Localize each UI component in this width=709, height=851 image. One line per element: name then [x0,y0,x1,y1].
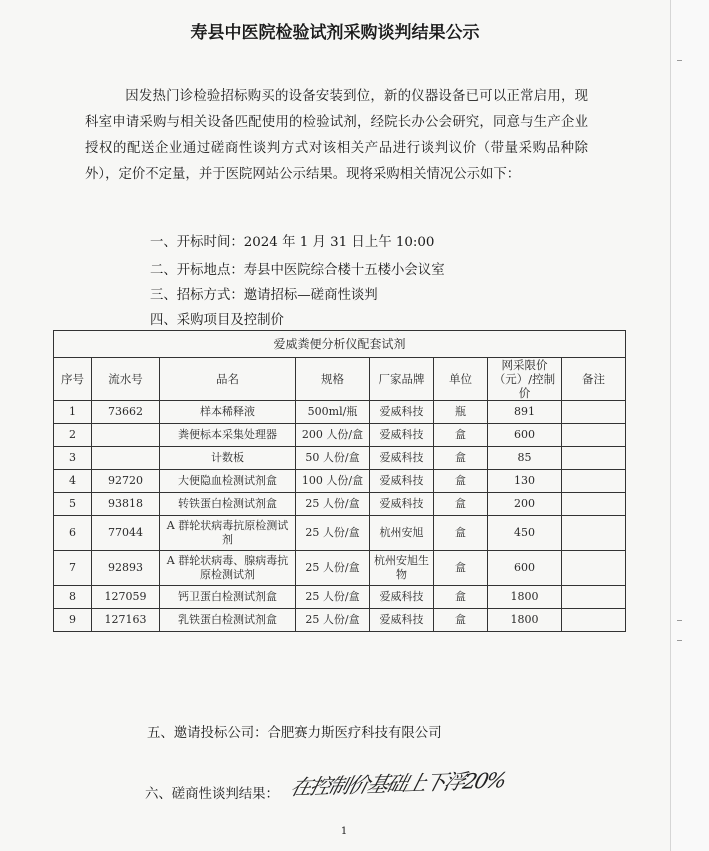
cell-serial: 92893 [92,551,160,586]
cell-brand: 杭州安旭生物 [370,551,434,586]
cell-no: 8 [54,586,92,609]
cell-remark [562,609,626,632]
page-number: 1 [340,826,348,837]
cell-remark [562,551,626,586]
table-row [54,493,626,516]
item-opening-time: 一、开标时间：2024 年 1 月 31 日上午 10:00 [150,235,435,250]
cell-unit: 盒 [434,516,488,551]
cell-spec: 25 人份/盒 [296,586,370,609]
cell-remark [562,493,626,516]
cell-price: 600 [488,551,562,586]
header-no: 序号 [54,358,92,401]
cell-serial: 127059 [92,586,160,609]
cell-spec: 25 人份/盒 [296,551,370,586]
table-row [54,424,626,447]
procurement-table [53,330,626,632]
cell-serial [92,447,160,470]
cell-unit: 瓶 [434,401,488,424]
cell-serial: 77044 [92,516,160,551]
cell-unit: 盒 [434,493,488,516]
table-caption: 爱威粪便分析仪配套试剂 [54,331,626,358]
header-spec: 规格 [296,358,370,401]
cell-brand: 爱威科技 [370,447,434,470]
cell-price: 450 [488,516,562,551]
edge-mark [677,620,682,621]
header-brand: 厂家品牌 [370,358,434,401]
cell-spec: 25 人份/盒 [296,516,370,551]
table-row [54,516,626,551]
cell-unit: 盒 [434,447,488,470]
cell-brand: 爱威科技 [370,586,434,609]
cell-remark [562,447,626,470]
adjacent-page-edge [670,0,709,851]
cell-spec: 100 人份/盒 [296,470,370,493]
cell-price: 85 [488,447,562,470]
cell-remark [562,401,626,424]
cell-name: A 群轮状病毒、腺病毒抗原检测试剂 [160,551,296,586]
item-opening-place: 二、开标地点：寿县中医院综合楼十五楼小会议室 [150,263,445,278]
header-serial: 流水号 [92,358,160,401]
cell-brand: 爱威科技 [370,401,434,424]
cell-unit: 盒 [434,609,488,632]
cell-name: 钙卫蛋白检测试剂盒 [160,586,296,609]
handwritten-signature: 在控制价基础上下浮20% [287,768,508,800]
cell-serial: 127163 [92,609,160,632]
cell-unit: 盒 [434,586,488,609]
cell-name: 转铁蛋白检测试剂盒 [160,493,296,516]
cell-price: 1800 [488,609,562,632]
edge-mark [677,60,682,61]
cell-brand: 爱威科技 [370,609,434,632]
cell-brand: 爱威科技 [370,493,434,516]
cell-brand: 杭州安旭 [370,516,434,551]
cell-brand: 爱威科技 [370,424,434,447]
edge-mark [677,640,682,641]
item-bid-method: 三、招标方式：邀请招标—磋商性谈判 [150,288,378,303]
cell-spec: 200 人份/盒 [296,424,370,447]
table-row [54,447,626,470]
table-header-row [54,358,626,401]
cell-serial: 92720 [92,470,160,493]
cell-brand: 爱威科技 [370,470,434,493]
cell-spec: 25 人份/盒 [296,609,370,632]
cell-serial: 93818 [92,493,160,516]
header-price: 网采限价（元）/控制价 [488,358,562,401]
cell-serial: 73662 [92,401,160,424]
cell-name: A 群轮状病毒抗原检测试剂 [160,516,296,551]
cell-name: 大便隐血检测试剂盒 [160,470,296,493]
cell-spec: 500ml/瓶 [296,401,370,424]
cell-name: 计数板 [160,447,296,470]
cell-unit: 盒 [434,551,488,586]
cell-no: 2 [54,424,92,447]
header-name: 品名 [160,358,296,401]
cell-no: 6 [54,516,92,551]
cell-serial [92,424,160,447]
cell-name: 乳铁蛋白检测试剂盒 [160,609,296,632]
cell-remark [562,470,626,493]
table-row [54,470,626,493]
cell-name: 样本稀释液 [160,401,296,424]
cell-unit: 盒 [434,424,488,447]
cell-spec: 25 人份/盒 [296,493,370,516]
intro-paragraph [85,84,588,188]
cell-remark [562,586,626,609]
cell-price: 130 [488,470,562,493]
cell-no: 1 [54,401,92,424]
header-remark: 备注 [562,358,626,401]
cell-name: 粪便标本采集处理器 [160,424,296,447]
cell-no: 4 [54,470,92,493]
cell-no: 7 [54,551,92,586]
cell-price: 200 [488,493,562,516]
cell-unit: 盒 [434,470,488,493]
cell-no: 3 [54,447,92,470]
cell-spec: 50 人份/盒 [296,447,370,470]
cell-no: 9 [54,609,92,632]
table-row [54,551,626,586]
table-body [54,401,626,632]
cell-no: 5 [54,493,92,516]
document-title: 寿县中医院检验试剂采购谈判结果公示 [190,23,480,43]
cell-price: 891 [488,401,562,424]
cell-price: 600 [488,424,562,447]
cell-price: 1800 [488,586,562,609]
cell-remark [562,516,626,551]
item-project-heading: 四、采购项目及控制价 [150,313,284,328]
table-row [54,609,626,632]
intro-paragraph-text: 因发热门诊检验招标购买的设备安装到位，新的仪器设备已可以正常启用，现科室申请采购与相关设备匹配使用的检验试剂，经院长办公会研究，同意与生产企业授权的配送企业通过磋商性谈判方式对该相关产品进行谈判议价（带量采购品种除外），定价不定量，并于医院网站公示结果。现将采购相关情况公示如下： [85,89,588,182]
header-unit: 单位 [434,358,488,401]
table-row [54,401,626,424]
item-invited-company: 五、邀请投标公司：合肥赛力斯医疗科技有限公司 [147,726,442,741]
table-row [54,586,626,609]
cell-remark [562,424,626,447]
item-negotiation-result: 六、磋商性谈判结果： [145,787,279,802]
